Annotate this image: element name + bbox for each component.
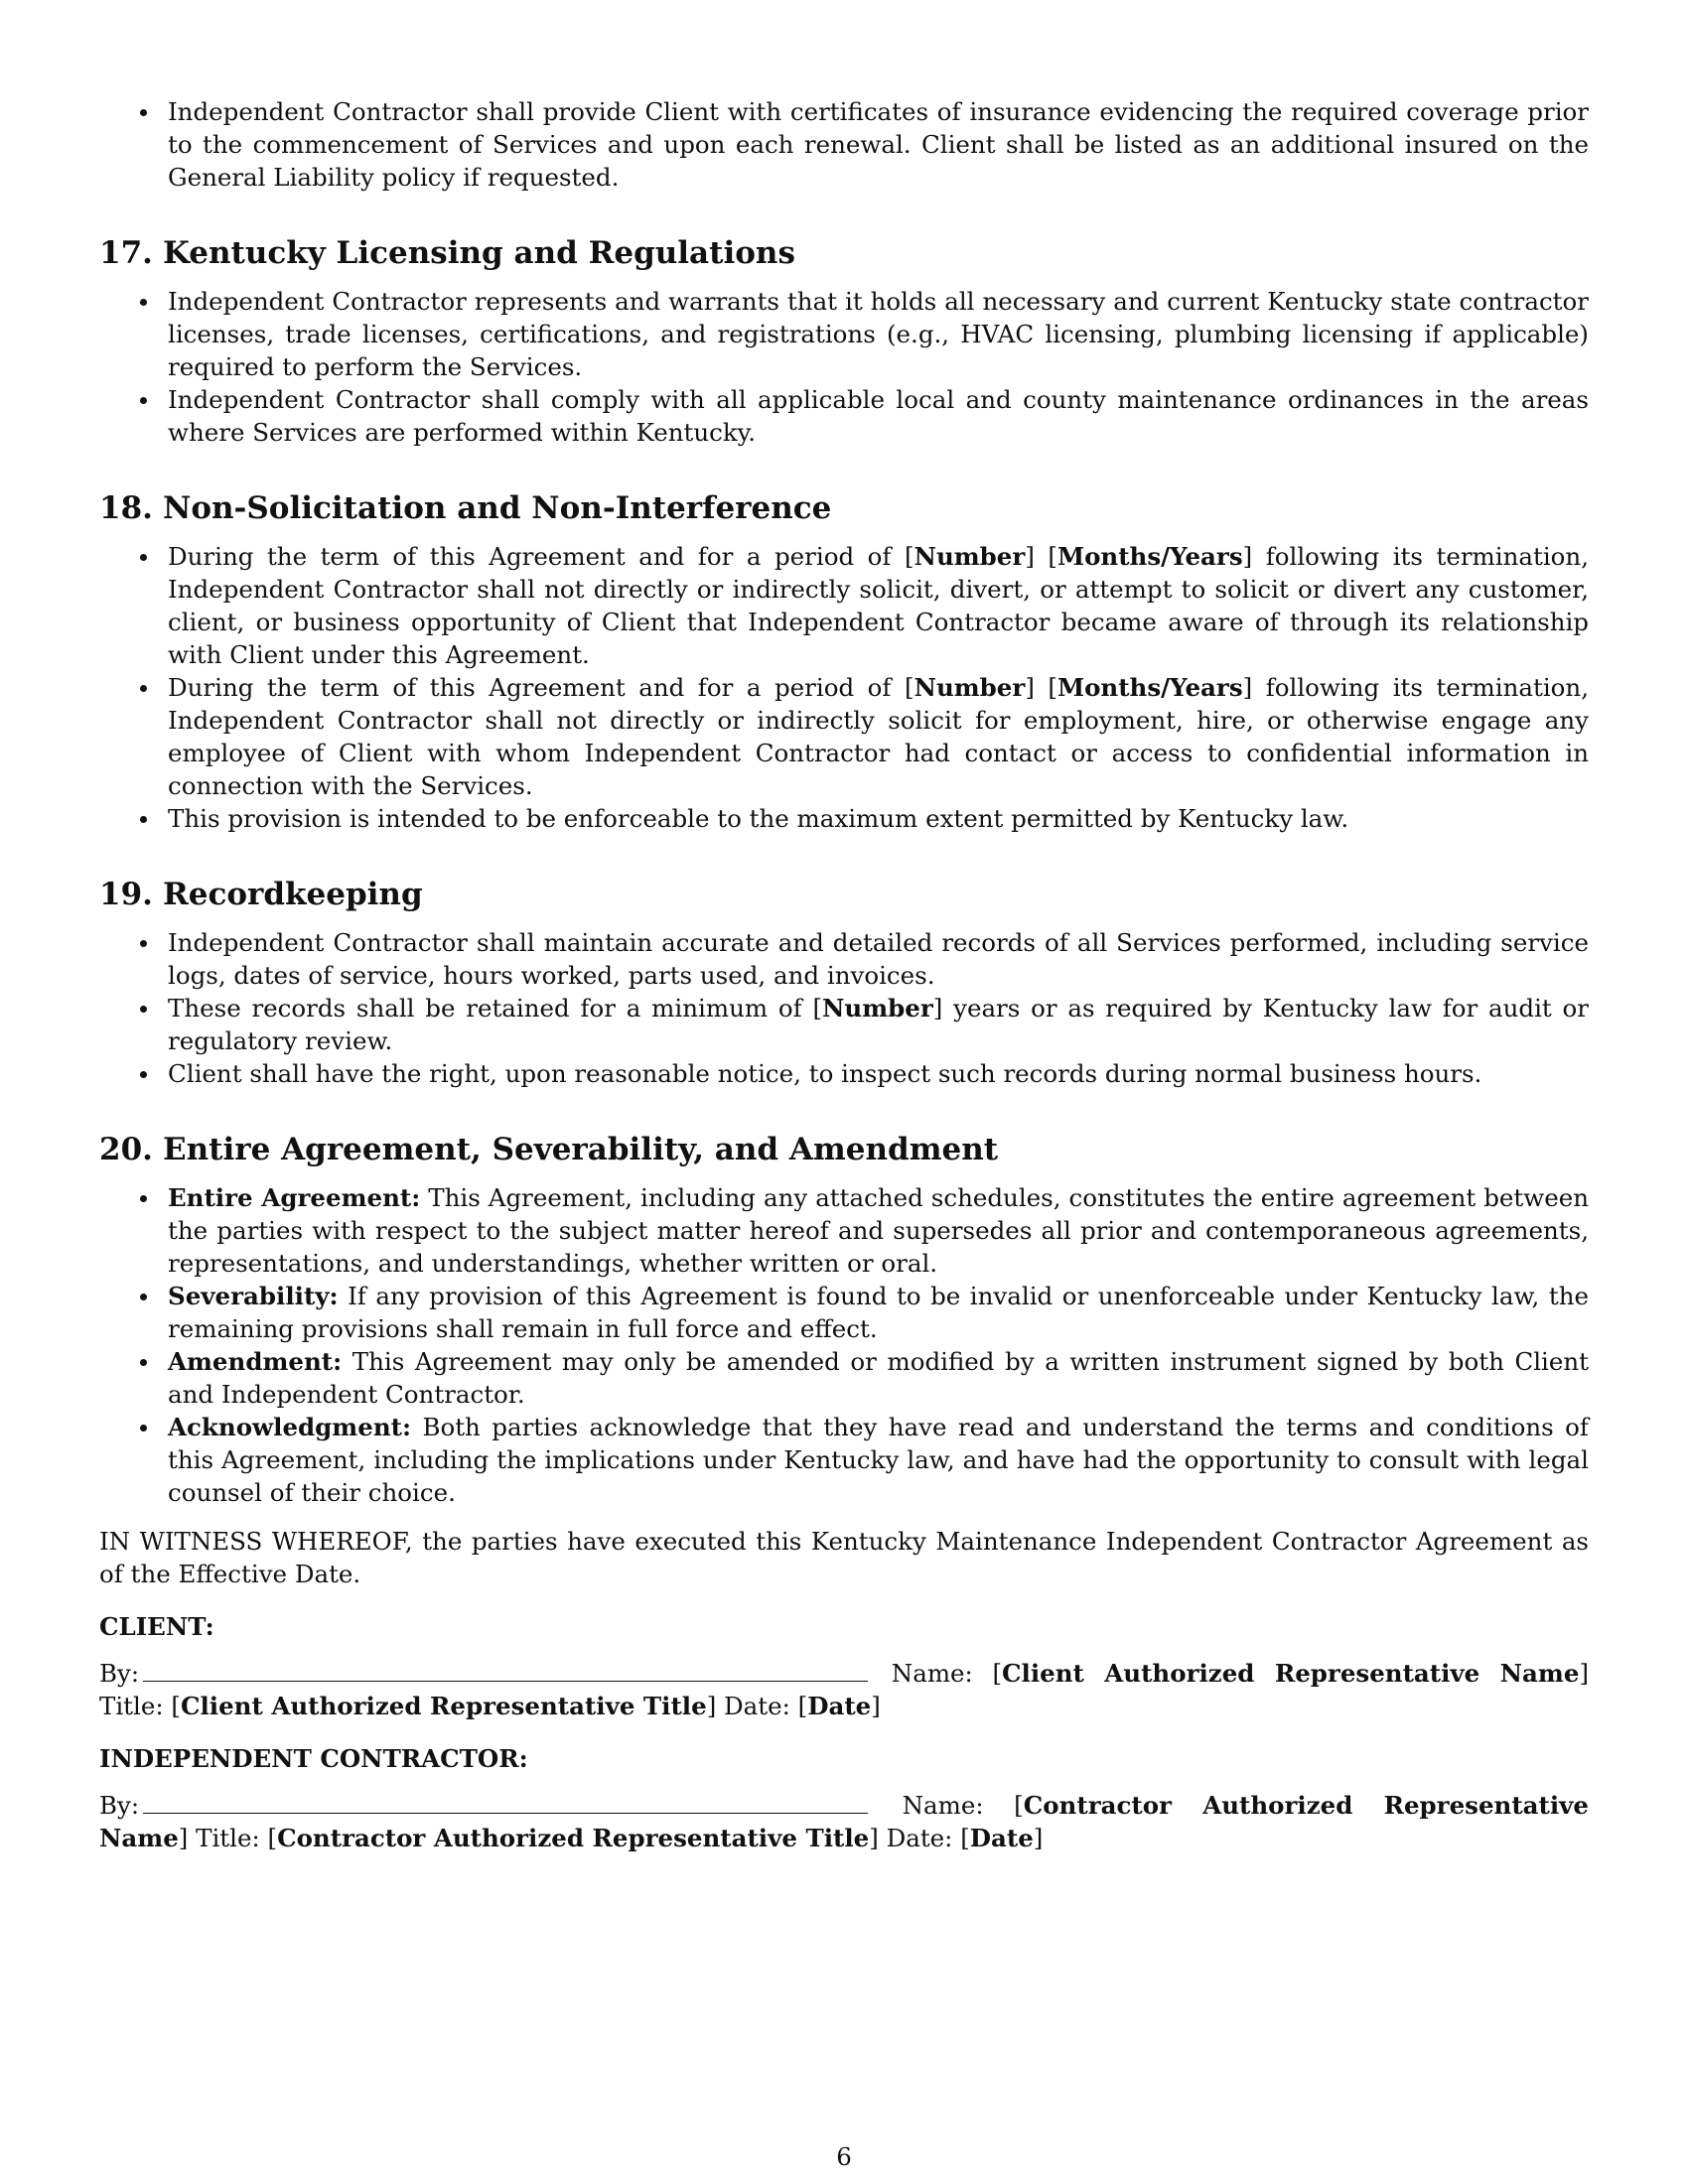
- section-18-heading: 18. Non-Solicitation and Non-Interference: [99, 490, 832, 526]
- list-item: These records shall be retained for a minimum of [Number] years or as required by Kentucky law for audit or regulatory review.: [99, 992, 1589, 1057]
- contractor-heading: INDEPENDENT CONTRACTOR:: [99, 1744, 528, 1773]
- page-number: 6: [836, 2142, 852, 2171]
- list-item: Acknowledgment: Both parties acknowledge that they have read and understand the terms and conditions of this Agreement, including the implications under Kentucky law, and have had the opportunity to consult with legal counsel of their choice.: [99, 1411, 1589, 1509]
- list-item: During the term of this Agreement and for a period of [Number] [Months/Years] following its termination, Independent Contractor shall not directly or indirectly solicit for employment, hire, or otherwise engage any employee of Client with whom Independent Contractor had contact or access to confidential information in connection with the Services.: [99, 671, 1589, 802]
- contractor-signature-line[interactable]: [143, 1789, 868, 1814]
- client-signature-line[interactable]: [143, 1657, 868, 1682]
- list-item: During the term of this Agreement and for a period of [Number] [Months/Years] following its termination, Independent Contractor shall not directly or indirectly solicit, divert, or attempt to solicit or divert any customer, client, or business opportunity of Client that Independent Contractor became aware of through its relationship with Client under this Agreement.: [99, 540, 1589, 671]
- list-item: Amendment: This Agreement may only be amended or modified by a written instrument signed by both Client and Independent Contractor.: [99, 1345, 1589, 1411]
- list-item: Independent Contractor shall maintain accurate and detailed records of all Services performed, including service logs, dates of service, hours worked, parts used, and invoices.: [99, 926, 1589, 992]
- client-heading: CLIENT:: [99, 1612, 214, 1641]
- section-17-list: [99, 285, 1589, 449]
- section-17-heading: 17. Kentucky Licensing and Regulations: [99, 235, 795, 271]
- list-item: Independent Contractor shall provide Client with certificates of insurance evidencing the required coverage prior to the commencement of Services and upon each renewal. Client shall be listed as an additional insured on the General Liability policy if requested.: [99, 95, 1589, 194]
- witness-clause: IN WITNESS WHEREOF, the parties have executed this Kentucky Maintenance Independent Contractor Agreement as of the Effective Date.: [99, 1527, 1589, 1588]
- client-signature-block: By: Name: [Client Authorized Representative Name] Title: [Client Authorized Representative Title] Date: [Date]: [99, 1659, 1590, 1720]
- list-item: Client shall have the right, upon reasonable notice, to inspect such records during normal business hours.: [99, 1057, 1589, 1090]
- list-item: Independent Contractor represents and warrants that it holds all necessary and current Kentucky state contractor licenses, trade licenses, certifications, and registrations (e.g., HVAC licensing, plumbing licensing if applicable) required to perform the Services.: [99, 285, 1589, 383]
- section-20-list: [99, 1181, 1589, 1509]
- insurance-bullets: [99, 95, 1589, 194]
- section-20-heading: 20. Entire Agreement, Severability, and Amendment: [99, 1132, 999, 1167]
- contractor-signature-block: By: Name: [Contractor Authorized Representative Name] Title: [Contractor Authorized Representative Title] Date: [Date]: [99, 1791, 1589, 1852]
- list-item: Severability: If any provision of this Agreement is found to be invalid or unenforceable under Kentucky law, the remaining provisions shall remain in full force and effect.: [99, 1280, 1589, 1345]
- list-item: Entire Agreement: This Agreement, including any attached schedules, constitutes the entire agreement between the parties with respect to the subject matter hereof and supersedes all prior and contemporaneous agreements, representations, and understandings, whether written or oral.: [99, 1181, 1589, 1280]
- section-19-heading: 19. Recordkeeping: [99, 877, 423, 912]
- section-19-list: [99, 926, 1589, 1090]
- list-item: This provision is intended to be enforceable to the maximum extent permitted by Kentucky law.: [99, 802, 1589, 835]
- section-18-list: [99, 540, 1589, 835]
- list-item: Independent Contractor shall comply with all applicable local and county maintenance ordinances in the areas where Services are performed within Kentucky.: [99, 383, 1589, 449]
